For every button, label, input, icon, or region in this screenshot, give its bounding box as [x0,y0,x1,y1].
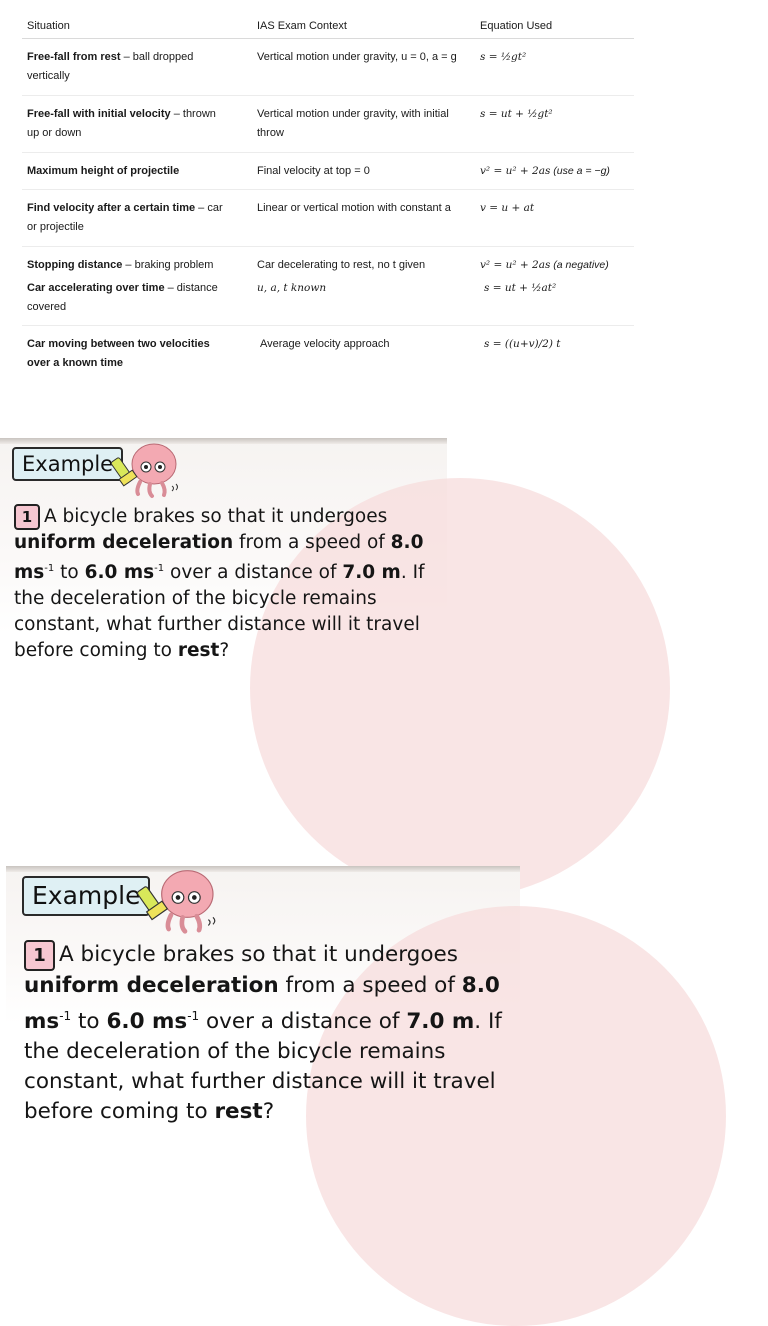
card-top-shadow [6,866,520,872]
table-row [22,96,634,153]
situation-cell: Maximum height of projectile [27,165,180,177]
context-cell: Average velocity approach [260,338,390,350]
context-cell: Final velocity at top = 0 [257,165,370,177]
table-row [22,247,634,277]
octopus-mascot-icon [136,866,220,936]
context-cell: Car decelerating to rest, no t given [257,259,426,271]
equation-cell: s = ut + ½at² [484,282,557,294]
header-situation: Situation [27,20,70,32]
situation-cell: Car accelerating over time – distance covered [27,282,218,313]
equations-table [22,12,634,382]
context-cell: Linear or vertical motion with constant a [257,202,451,214]
header-equation: Equation Used [480,20,553,32]
equation-cell: s = ½gt² [480,51,527,63]
equation-cell: s = ((u+v)/2) t [484,338,561,350]
context-cell: Vertical motion under gravity, u = 0, a = g [257,51,457,63]
equation-cell: v² = u² + 2as (use a = −g) [480,165,610,177]
context-cell: u, a, t known [257,282,327,294]
question-number: 1 [14,504,40,530]
situation-cell: Free-fall from rest – ball dropped vertically [27,51,194,82]
example-card [0,438,447,662]
table-row [22,326,634,382]
example-question: 1 A bicycle brakes so that it undergoes uniform deceleration from a speed of 8.0 $ms^{-1}$ to 6.0 $ms^{-1}$ over a distance of 7.0 m. If the deceleration of the bicycle remains constant, what further distance will it travel before coming to rest? [24,942,502,1125]
example-question: 1 A bicycle brakes so that it undergoes uniform deceleration from a speed of 8.0 $ms^{-1}$ to 6.0 $ms^{-1}$ over a distance of 7.0 m. If the deceleration of the bicycle remains constant, what further distance will it travel before coming to rest? [14,506,425,662]
situation-cell: Car moving between two velocities over a known time [27,338,210,369]
situation-cell: Stopping distance – braking problem [27,259,214,271]
octopus-mascot-icon [110,440,182,500]
example-label: Example [22,876,150,916]
example-card-repeat [6,866,520,1125]
question-number: 1 [24,940,55,971]
table-row [22,153,634,190]
situation-cell: Find velocity after a certain time – car or projectile [27,202,223,233]
example-label: Example [12,447,123,481]
table-row [22,190,634,247]
table-row [22,277,634,326]
header-context: IAS Exam Context [257,20,347,32]
card-top-shadow [0,438,447,444]
equation-cell: v = u + at [480,202,535,214]
equation-cell: v² = u² + 2as (a negative) [480,259,609,271]
table-row [22,39,634,96]
equation-cell: s = ut + ½gt² [480,108,553,120]
context-cell: Vertical motion under gravity, with initial throw [257,108,449,139]
table-header-row [22,12,634,39]
situation-cell: Free-fall with initial velocity – thrown up or down [27,108,216,139]
